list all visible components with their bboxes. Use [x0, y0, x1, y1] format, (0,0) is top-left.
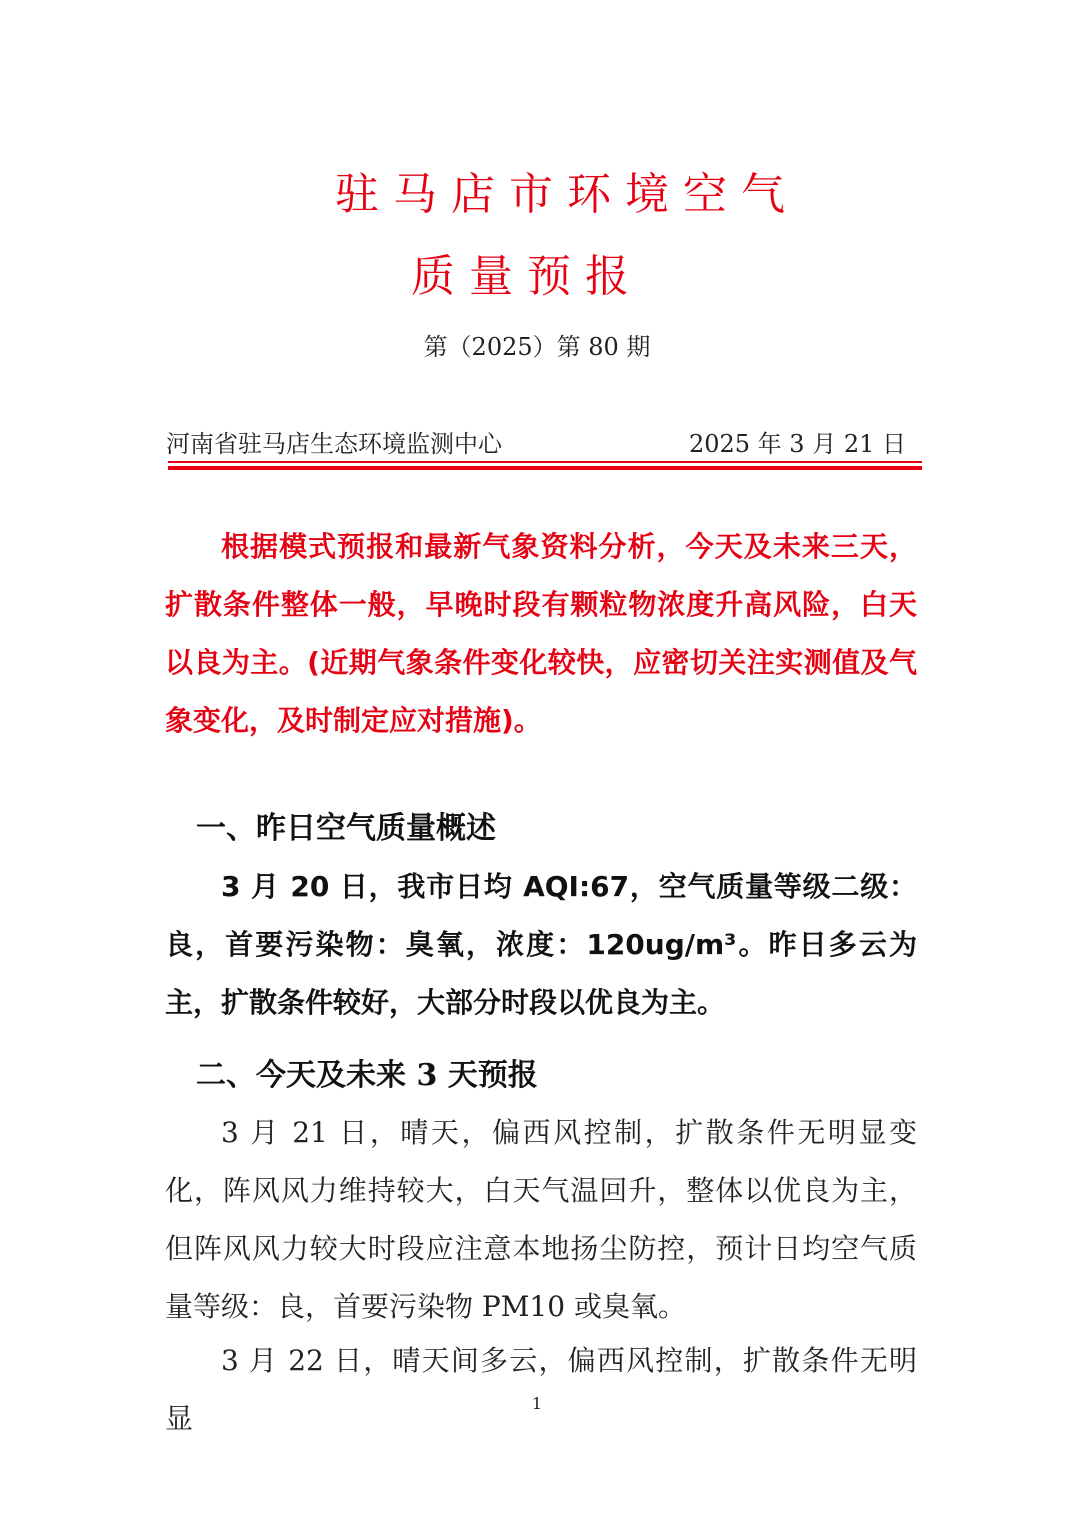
issue-date: 2025 年 3 月 21 日 [688, 430, 906, 458]
page-number: 1 [531, 1394, 543, 1413]
forecast-summary: 根据模式预报和最新气象资料分析，今天及未来三天，扩散条件整体一般，早晚时段有颗粒物浓度升高风险，白天以良为主。(近期气象条件变化较快，应密切关注实测值及气象变化，及时制定应对措施)。 [165, 530, 917, 737]
section-heading-forecast-prefix: 二、 [196, 1058, 256, 1093]
section-heading-forecast-title: 今天及未来 3 天预报 [256, 1058, 538, 1093]
forecast-paragraph-day-2: 3 月 22 日，晴天间多云，偏西风控制，扩散条件无明显 [165, 1344, 917, 1435]
issue-number: 第（2025）第 80 期 [423, 333, 651, 361]
masthead-row [166, 424, 906, 458]
section-heading-forecast [196, 1050, 538, 1094]
forecast-paragraph-day-1: 3 月 21 日，晴天，偏西风控制，扩散条件无明显变化，阵风风力维持较大，白天气温回升，整体以优良为主，但阵风风力较大时段应注意本地扬尘防控，预计日均空气质量等级：良，首要污染物 PM10 或臭氧。 [165, 1116, 917, 1323]
report-title-line-1: 驻马店市环境空气 [335, 169, 799, 220]
report-title-line-2: 质量预报 [411, 251, 643, 302]
masthead-divider-thick [168, 466, 922, 470]
yesterday-overview-paragraph: 3 月 20 日，我市日均 AQI:67，空气质量等级二级：良，首要污染物：臭氧，浓度：120ug/m³。昨日多云为主，扩散条件较好，大部分时段以优良为主。 [165, 870, 917, 1019]
masthead-divider-thin [168, 461, 922, 463]
section-heading-yesterday: 一、昨日空气质量概述 [196, 811, 496, 846]
organization-name: 河南省驻马店生态环境监测中心 [166, 430, 502, 458]
